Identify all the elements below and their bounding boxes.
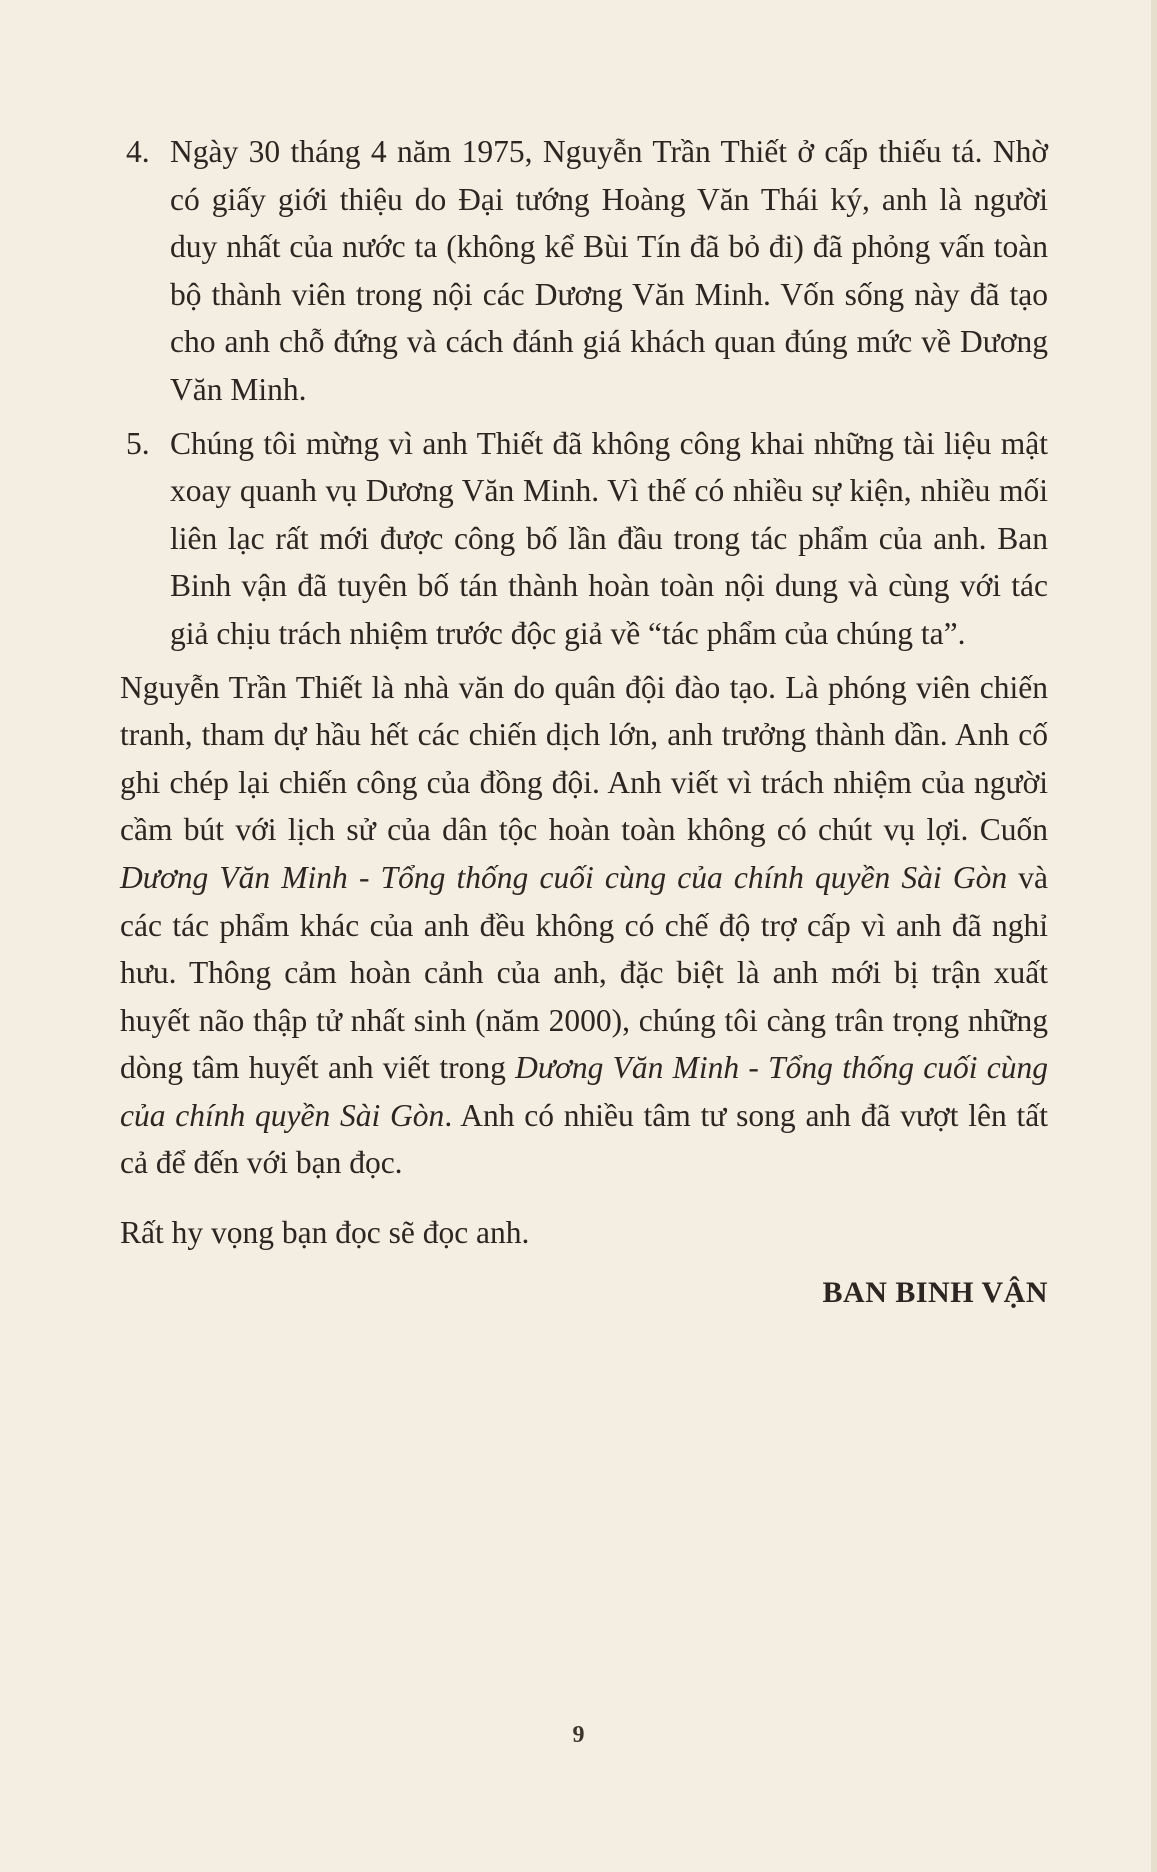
paragraph-part-2: và các tác phẩm khác của anh đều không có chế độ trợ cấp vì anh đã nghỉ hưu. Thông cảm hoàn cảnh của anh, đặc biệt là anh mới bị trận xuất huyết não thập tử nhất sinh (năm 2000), chúng tôi càng trân trọng những dòng tâm huyết anh viết trong: [120, 859, 1049, 1086]
list-item-text: Chúng tôi mừng vì anh Thiết đã không công khai những tài liệu mật xoay quanh vụ Dương Văn Minh. Vì thế có nhiều sự kiện, nhiều mối liên lạc rất mới được công bố lần đầu trong tác phẩm của anh. Ban Binh vận đã tuyên bố tán thành hoàn toàn nội dung và cùng với tác giả chịu trách nhiệm trước độc giả về “tác phẩm của chúng ta”.: [170, 425, 1048, 651]
book-title-2: Dương Văn Minh - Tổng thống cuối cùng của chính quyền Sài Gòn: [120, 1050, 1048, 1133]
page-body: [120, 128, 1048, 1316]
page-number: 9: [572, 1722, 585, 1748]
book-title-1: Dương Văn Minh - Tổng thống cuối cùng của chính quyền Sài Gòn: [120, 859, 1008, 895]
body-paragraph: [120, 664, 1048, 1188]
list-item: [120, 128, 1048, 414]
list-item-text: Ngày 30 tháng 4 năm 1975, Nguyễn Trần Thiết ở cấp thiếu tá. Nhờ có giấy giới thiệu do Đại tướng Hoàng Văn Thái ký, anh là người duy nhất của nước ta (không kể Bùi Tín đã bỏ đi) đã phỏng vấn toàn bộ thành viên trong nội các Dương Văn Minh. Vốn sống này đã tạo cho anh chỗ đứng và cách đánh giá khách quan đúng mức về Dương Văn Minh.: [170, 134, 1048, 407]
list-item: [120, 420, 1048, 658]
signature: BAN BINH VẬN: [822, 1275, 1048, 1309]
closing-wish: Rất hy vọng bạn đọc sẽ đọc anh.: [120, 1215, 530, 1251]
paragraph-part-1: Nguyễn Trần Thiết là nhà văn do quân đội đào tạo. Là phóng viên chiến tranh, tham dự hầu hết các chiến dịch lớn, anh trưởng thành dần. Anh cố ghi chép lại chiến công của đồng đội. Anh viết vì trách nhiệm của người cầm bút với lịch sử của dân tộc hoàn toàn không có chút vụ lợi. Cuốn: [120, 669, 1048, 848]
paragraph-part-3: . Anh có nhiều tâm tư song anh đã vượt lên tất cả để đến với bạn đọc.: [120, 1097, 1048, 1181]
scan-edge: [1151, 0, 1157, 1872]
list-item-number: 4.: [126, 134, 150, 169]
list-item-number: 5.: [126, 425, 150, 461]
